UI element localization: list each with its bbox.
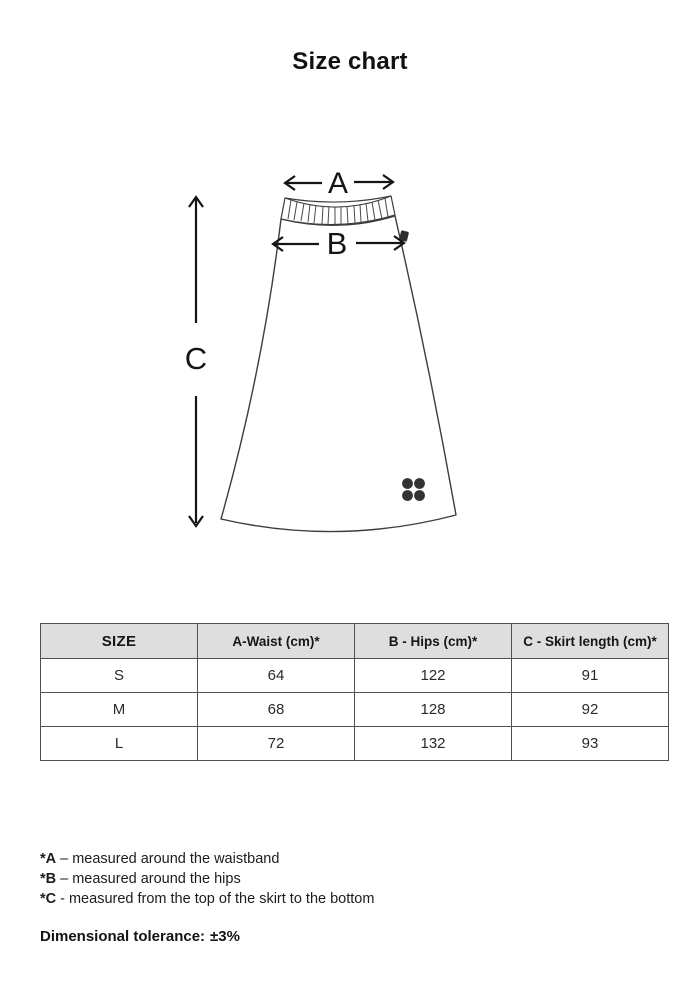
cell-waist: 64 xyxy=(198,659,355,693)
cell-size: L xyxy=(41,727,198,761)
header-hips: B - Hips (cm)* xyxy=(355,624,512,659)
measure-label-c: C xyxy=(184,341,208,376)
table-row-s xyxy=(41,659,669,693)
header-waist: A-Waist (cm)* xyxy=(198,624,355,659)
header-size: SIZE xyxy=(41,624,198,659)
dimensional-tolerance xyxy=(40,928,240,945)
header-length: C - Skirt length (cm)* xyxy=(512,624,669,659)
footnote-key: *C xyxy=(40,891,57,907)
skirt-measurement-diagram xyxy=(0,130,700,570)
footnote-key: *B xyxy=(40,871,57,887)
footnote-a xyxy=(40,849,374,869)
cell-waist: 68 xyxy=(198,693,355,727)
footnote-text: - measured from the top of the skirt to the bottom xyxy=(60,891,375,907)
footnote-b xyxy=(40,869,374,889)
table-row-l xyxy=(41,727,669,761)
cell-length: 92 xyxy=(512,693,669,727)
footnote-c xyxy=(40,889,374,909)
cell-hips: 128 xyxy=(355,693,512,727)
cell-hips: 122 xyxy=(355,659,512,693)
cell-hips: 132 xyxy=(355,727,512,761)
footnote-text: – measured around the waistband xyxy=(60,851,280,867)
tolerance-value: ±3% xyxy=(210,928,240,945)
page-title: Size chart xyxy=(292,48,408,75)
measure-label-a: A xyxy=(327,167,349,200)
table-row-m xyxy=(41,693,669,727)
footnotes xyxy=(40,849,374,909)
tolerance-label: Dimensional tolerance: xyxy=(40,928,206,945)
cell-length: 91 xyxy=(512,659,669,693)
cell-size: M xyxy=(41,693,198,727)
cell-length: 93 xyxy=(512,727,669,761)
footnote-text: – measured around the hips xyxy=(60,871,241,887)
size-table-header xyxy=(41,624,669,659)
size-table xyxy=(40,623,669,761)
table-header-row xyxy=(41,624,669,659)
measure-label-b: B xyxy=(326,226,348,261)
cell-waist: 72 xyxy=(198,727,355,761)
cell-size: S xyxy=(41,659,198,693)
footnote-key: *A xyxy=(40,851,57,867)
